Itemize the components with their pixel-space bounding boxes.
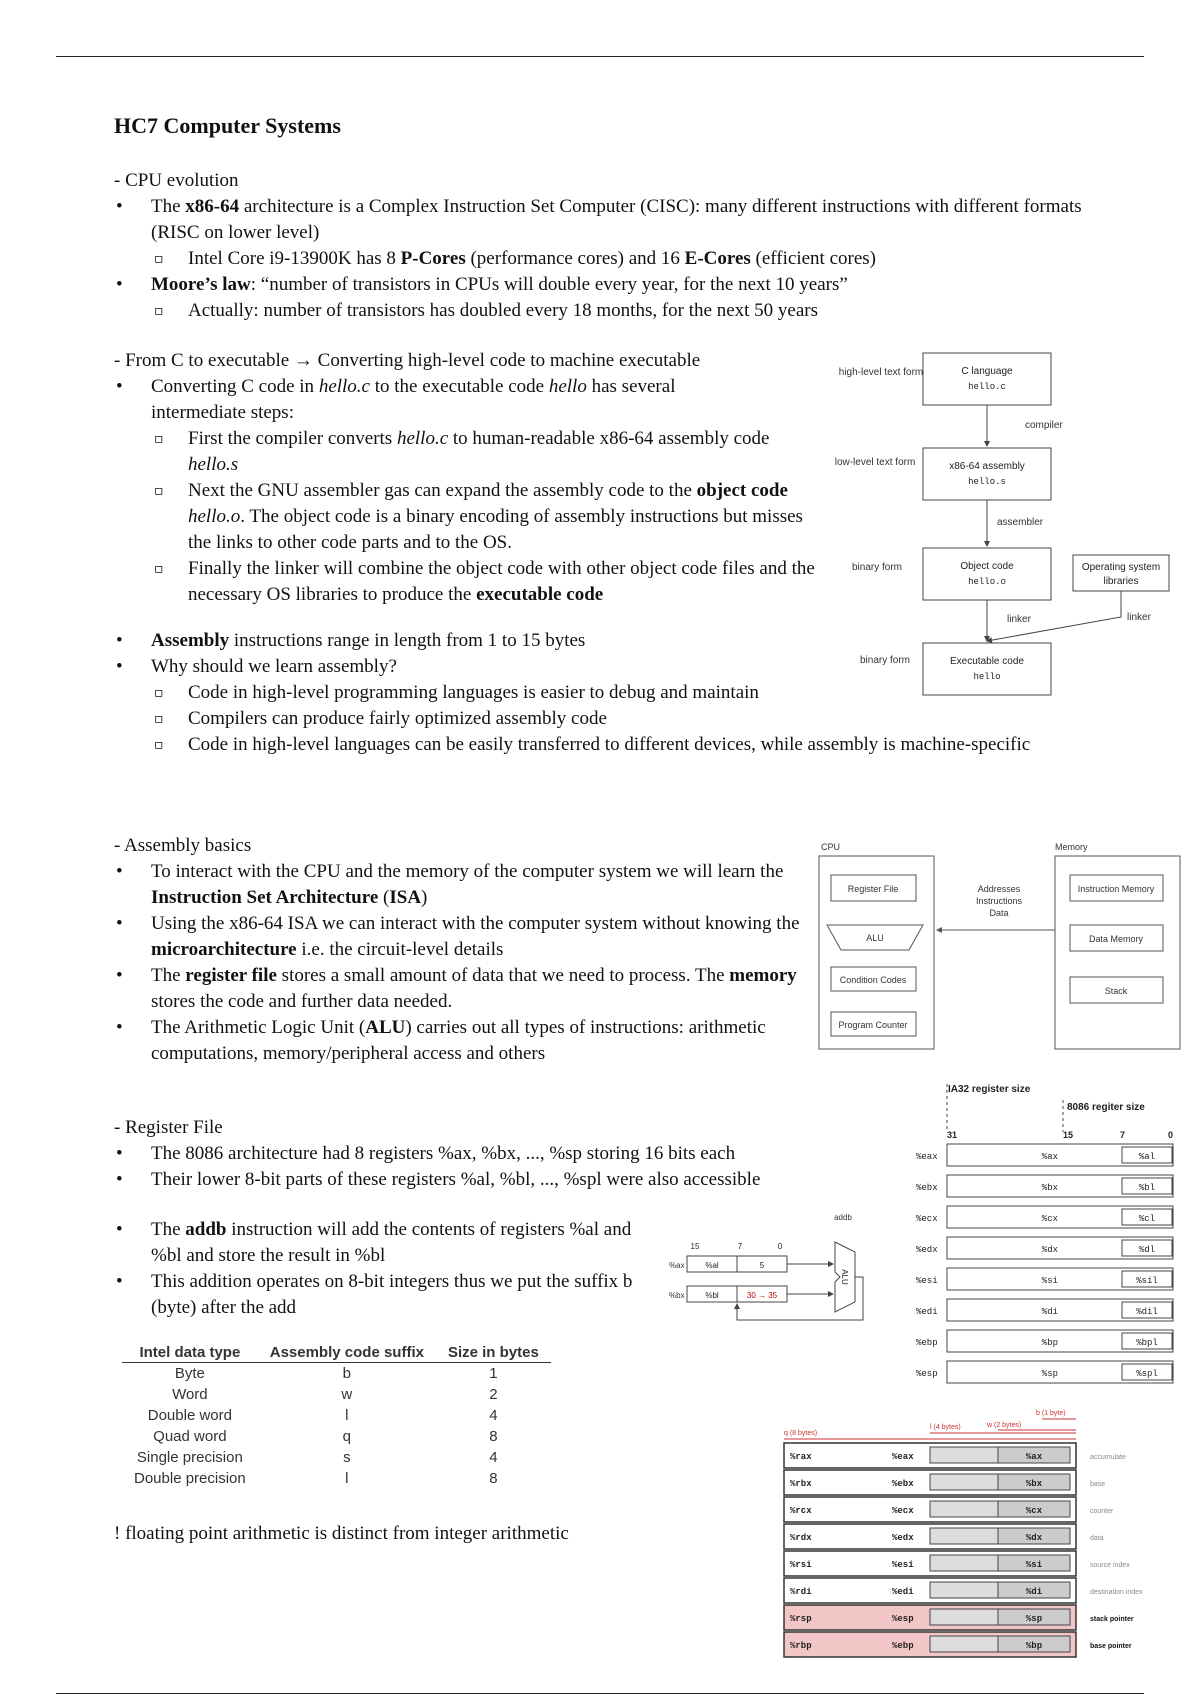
cpu-component: Program Counter	[838, 1020, 908, 1030]
register-name: %ax	[1041, 1152, 1058, 1162]
register-name: %esp	[892, 1614, 914, 1624]
register-cell: 30 → 35	[746, 1291, 778, 1300]
column-header: Assembly code suffix	[258, 1344, 436, 1363]
register-name: %spl	[1136, 1369, 1158, 1379]
cpu-component: Condition Codes	[839, 975, 907, 985]
list-item: ▫ Finally the linker will combine the object code with other object code files and the necessary OS libraries to produce the executable code	[114, 556, 828, 608]
floating-point-note: ! floating point arithmetic is distinct from integer arithmetic	[114, 1523, 569, 1544]
stage-label: low-level text form	[834, 457, 916, 468]
register-name: %dx	[1041, 1245, 1058, 1255]
register-name: %rbp	[790, 1641, 812, 1651]
arrow-label: assembler	[997, 517, 1044, 528]
bottom-rule	[56, 1693, 1144, 1694]
register-role: base	[1090, 1481, 1106, 1488]
arrow-label: linker	[1007, 614, 1031, 625]
register-name: %al	[1138, 1152, 1156, 1162]
addb-op-label: addb	[834, 1213, 852, 1222]
register-name: %rax	[790, 1452, 812, 1462]
column-header: Size in bytes	[436, 1344, 551, 1363]
register-name: %si	[1041, 1276, 1058, 1286]
list-item: ▫ Compilers can produce fairly optimized assembly code	[114, 706, 854, 732]
alu-label: ALU	[840, 1269, 849, 1285]
register-name: %rsp	[790, 1614, 812, 1624]
register-name: %esi	[892, 1560, 914, 1570]
box-title: x86-64 assembly	[949, 461, 1025, 472]
list-item: • Their lower 8-bit parts of these registers %al, %bl, ..., %spl were also accessible	[114, 1167, 894, 1193]
register-role: accumulate	[1090, 1454, 1126, 1461]
box-file: hello.c	[968, 382, 1006, 392]
list-item: ▫ Code in high-level programming languages is easier to debug and maintain	[114, 680, 788, 706]
register-cell: %bl	[705, 1291, 719, 1300]
register-role: destination index	[1090, 1589, 1143, 1596]
box-title: Object code	[960, 561, 1014, 572]
register-name: %rsi	[790, 1560, 812, 1570]
ia32-size-title: IA32 register size	[948, 1084, 1031, 1095]
list-item: ▫ Next the GNU assembler gas can expand the assembly code to the object code hello.o. The object code is a binary encoding of assembly instructions but misses the links to other code parts and to the OS.	[114, 478, 808, 556]
x86-64-register-diagram	[780, 1403, 1143, 1665]
register-name: %edx	[892, 1533, 914, 1543]
addb-diagram	[665, 1210, 865, 1325]
section-assembly-basics	[114, 833, 814, 1067]
section-heading: - Assembly basics	[114, 835, 252, 856]
list-item: • This addition operates on 8-bit integers thus we put the suffix b (byte) after the add	[114, 1269, 651, 1321]
pipeline-box	[923, 548, 1051, 600]
os-label-line: Operating system	[1081, 562, 1161, 573]
register-name: %cx	[1041, 1214, 1058, 1224]
arrow-label: compiler	[1025, 420, 1063, 431]
stage-label: binary form	[851, 562, 903, 573]
register-name: %eax	[892, 1452, 914, 1462]
size-label: w (2 bytes)	[987, 1422, 1022, 1429]
register-name: %ecx	[916, 1214, 938, 1224]
cpu-memory-diagram	[815, 840, 1185, 1055]
register-name: %ebx	[892, 1479, 914, 1489]
register-role: source index	[1090, 1562, 1130, 1569]
register-name: %edi	[916, 1307, 938, 1317]
cpu-component: Register File	[847, 884, 899, 894]
list-item: ▫ First the compiler converts hello.c to human-readable x86-64 assembly code hello.s	[114, 426, 808, 478]
list-item: • The addb instruction will add the contents of registers %al and %bl and store the result in %bl	[114, 1217, 651, 1269]
bus-label: Addresses	[977, 884, 1021, 894]
section-heading: - CPU evolution	[114, 170, 239, 191]
register-cell: 5	[759, 1261, 765, 1270]
list-item: • The x86-64 architecture is a Complex Instruction Set Computer (CISC): many different instructions with different formats (RISC on lower level)	[114, 194, 1124, 246]
memory-component: Stack	[1104, 986, 1128, 996]
register-name: %ebp	[916, 1338, 938, 1348]
section-cpu-evolution	[114, 168, 1124, 324]
bit-label: 31	[947, 1130, 958, 1140]
register-name: %ecx	[892, 1506, 914, 1516]
table-row: Single precision s 4	[136, 1449, 498, 1466]
bit-label: 15	[1063, 1130, 1074, 1140]
list-item: • Using the x86-64 ISA we can interact with the computer system without knowing the microarchitecture i.e. the circuit-level details	[114, 911, 814, 963]
memory-component: Data Memory	[1088, 934, 1144, 944]
column-header: Intel data type	[122, 1344, 258, 1363]
table-row: Double word l 4	[147, 1407, 498, 1424]
list-item: ▫ Code in high-level languages can be easily transferred to different devices, while assembly is machine-specific	[114, 732, 1108, 758]
cpu-component: ALU	[866, 933, 884, 943]
table-row: Double precision l 8	[134, 1470, 498, 1487]
register-cell: %al	[705, 1261, 719, 1270]
top-rule	[56, 56, 1144, 57]
register-name: %ebx	[916, 1183, 938, 1193]
box-file: hello.s	[968, 477, 1006, 487]
table-row: Byte b 1	[174, 1365, 498, 1382]
register-name: %di	[1025, 1587, 1043, 1597]
data-type-table	[122, 1344, 551, 1489]
list-item: ▫ Actually: number of transistors has doubled every 18 months, for the next 50 years	[114, 298, 1124, 324]
compile-pipeline-diagram	[834, 345, 1175, 705]
ia32-register-diagram	[910, 1080, 1180, 1395]
register-name: %edi	[892, 1587, 914, 1597]
register-name: %rbx	[790, 1479, 812, 1489]
bit-label: 0	[777, 1242, 783, 1251]
register-role: stack pointer	[1090, 1616, 1134, 1623]
register-name: %ebp	[892, 1641, 914, 1651]
register-name: %bx	[1041, 1183, 1058, 1193]
box-title: Executable code	[950, 656, 1024, 667]
list-item: ▫ Intel Core i9-13900K has 8 P-Cores (performance cores) and 16 E-Cores (efficient cores)	[114, 246, 1124, 272]
list-item: • Converting C code in hello.c to the executable code hello has several intermediate steps:	[114, 374, 731, 426]
memory-component: Instruction Memory	[1077, 884, 1155, 894]
box-file: hello.o	[968, 577, 1006, 587]
x64-register-rows	[784, 1443, 1143, 1657]
section-heading: - From C to executable → Converting high-level code to machine executable	[114, 350, 701, 371]
8086-size-title: 8086 regiter size	[1067, 1102, 1145, 1113]
bit-label: 15	[690, 1242, 700, 1251]
bit-label: 7	[1120, 1130, 1126, 1140]
register-name: %ax	[1025, 1452, 1043, 1462]
arrow-label: linker	[1127, 612, 1151, 623]
stage-label: binary form	[859, 655, 911, 666]
register-name: %dil	[1136, 1307, 1158, 1317]
register-name: %sil	[1136, 1276, 1158, 1286]
list-item: • The register file stores a small amount of data that we need to process. The memory stores the code and further data needed.	[114, 963, 814, 1015]
register-name: %rdx	[790, 1533, 812, 1543]
box-title: C language	[961, 366, 1013, 377]
register-name: %cx	[1025, 1506, 1043, 1516]
register-name: %si	[1025, 1560, 1043, 1570]
size-label: q (8 bytes)	[784, 1430, 818, 1437]
list-item: • To interact with the CPU and the memory of the computer system we will learn the Instruction Set Architecture (ISA)	[114, 859, 814, 911]
register-name: %dl	[1138, 1245, 1156, 1255]
list-item: • Why should we learn assembly?	[114, 654, 854, 680]
register-name: %sp	[1025, 1614, 1043, 1624]
register-name: %bx	[1025, 1479, 1043, 1489]
bus-label: Instructions	[975, 896, 1023, 906]
register-name: %cl	[1138, 1214, 1156, 1224]
register-name: %esi	[916, 1276, 938, 1286]
register-name: %bp	[1025, 1641, 1043, 1651]
register-name: %ax	[669, 1261, 685, 1270]
stage-label: high-level text form	[838, 367, 924, 378]
ia32-register-rows	[916, 1144, 1173, 1383]
section-heading: - Register File	[114, 1117, 223, 1138]
bit-label: 0	[1168, 1130, 1174, 1140]
table-row: Word w 2	[172, 1386, 498, 1403]
register-name: %bl	[1138, 1183, 1156, 1193]
table-header-row	[122, 1344, 551, 1363]
list-item: • The Arithmetic Logic Unit (ALU) carries out all types of instructions: arithmetic computations, memory/peripheral access and others	[114, 1015, 814, 1067]
register-name: %eax	[916, 1152, 938, 1162]
list-item: • Moore’s law: “number of transistors in CPUs will double every year, for the next 10 years”	[114, 272, 1124, 298]
register-name: %bx	[669, 1291, 685, 1300]
memory-label: Memory	[1055, 842, 1088, 852]
table-row: Quad word q 8	[153, 1428, 498, 1445]
pipeline-box	[923, 448, 1051, 500]
pipeline-box	[923, 353, 1051, 405]
list-item: • The 8086 architecture had 8 registers %ax, %bx, ..., %sp storing 16 bits each	[114, 1141, 894, 1167]
size-label: l (4 bytes)	[930, 1424, 961, 1431]
page-title: HC7 Computer Systems	[114, 113, 341, 138]
register-name: %di	[1041, 1307, 1058, 1317]
register-name: %rcx	[790, 1506, 812, 1516]
bit-label: 7	[737, 1242, 743, 1251]
cpu-label: CPU	[821, 842, 841, 852]
bus-label: Data	[989, 908, 1009, 918]
register-name: %rdi	[790, 1587, 812, 1597]
list-item: • Assembly instructions range in length from 1 to 15 bytes	[114, 628, 854, 654]
os-label-line: libraries	[1103, 576, 1139, 587]
register-name: %sp	[1041, 1369, 1058, 1379]
register-name: %edx	[916, 1245, 938, 1255]
size-label: b (1 byte)	[1036, 1410, 1066, 1417]
register-name: %esp	[916, 1369, 938, 1379]
register-role: data	[1090, 1535, 1104, 1542]
register-name: %bpl	[1136, 1338, 1158, 1348]
register-role: counter	[1090, 1508, 1114, 1515]
register-role: base pointer	[1090, 1643, 1132, 1650]
register-name: %bp	[1041, 1338, 1058, 1348]
box-file: hello	[973, 672, 1001, 682]
pipeline-box	[923, 643, 1051, 695]
register-name: %dx	[1025, 1533, 1043, 1543]
